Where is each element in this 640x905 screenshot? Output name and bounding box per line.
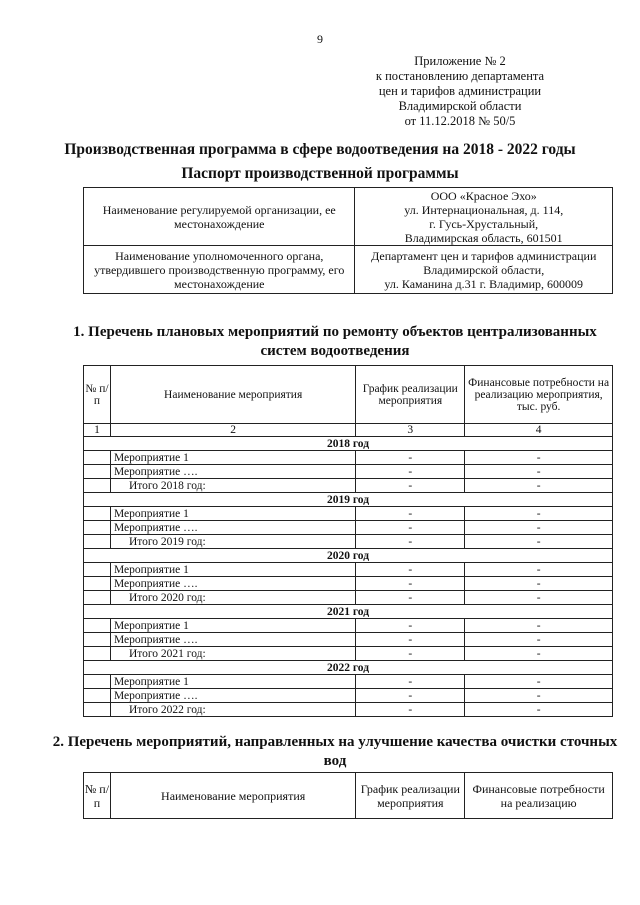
activity-name: Мероприятие …. xyxy=(110,521,355,535)
activity-name: Мероприятие …. xyxy=(110,633,355,647)
section-2-title: 2. Перечень мероприятий, направленных на улучшение качества очистки сточных вод xyxy=(52,734,618,769)
year-label: 2018 год xyxy=(84,437,613,451)
year-row xyxy=(84,605,613,619)
passport-label: Наименование уполномоченного органа, утвердившего производственную программу, его местонахождение xyxy=(84,246,355,294)
row-num xyxy=(84,563,111,577)
year-label: 2021 год xyxy=(84,605,613,619)
row-num xyxy=(84,451,111,465)
schedule-value: - xyxy=(356,577,465,591)
table-row xyxy=(84,465,613,479)
row-num xyxy=(84,675,111,689)
year-row xyxy=(84,661,613,675)
schedule-value: - xyxy=(356,619,465,633)
row-num xyxy=(84,521,111,535)
activity-name: Мероприятие …. xyxy=(110,577,355,591)
table-row xyxy=(84,451,613,465)
table-row xyxy=(84,647,613,661)
schedule-value: - xyxy=(356,451,465,465)
header-schedule: График реализации мероприятия xyxy=(356,773,465,819)
table-row xyxy=(84,577,613,591)
table-row xyxy=(84,675,613,689)
finance-value: - xyxy=(465,689,613,703)
schedule-value: - xyxy=(356,521,465,535)
column-number: 3 xyxy=(356,424,465,437)
page-number: 9 xyxy=(317,32,323,46)
schedule-value: - xyxy=(356,465,465,479)
finance-value: - xyxy=(465,535,613,549)
passport-value-line: Департамент цен и тарифов администрации xyxy=(371,248,597,263)
finance-value: - xyxy=(465,647,613,661)
header-name: Наименование мероприятия xyxy=(110,773,355,819)
header-num: № п/п xyxy=(84,773,111,819)
activity-name: Мероприятие 1 xyxy=(110,563,355,577)
finance-value: - xyxy=(465,591,613,605)
header-finance: Финансовые потребности на реализацию мероприятия, тыс. руб. xyxy=(465,366,613,424)
passport-value-line: Владимирская область, 601501 xyxy=(404,230,563,245)
table-row xyxy=(84,619,613,633)
passport-label: Наименование регулируемой организации, ее местонахождение xyxy=(84,188,355,246)
total-label: Итого 2020 год: xyxy=(110,591,355,605)
row-num xyxy=(84,577,111,591)
schedule-value: - xyxy=(356,633,465,647)
year-row xyxy=(84,437,613,451)
section-1-title: 1. Перечень плановых мероприятий по ремонту объектов централизованных систем водоотведения xyxy=(73,324,597,359)
table-row xyxy=(84,521,613,535)
row-num xyxy=(84,619,111,633)
row-num xyxy=(84,633,111,647)
activity-name: Мероприятие …. xyxy=(110,689,355,703)
passport-value-line: Владимирской области, xyxy=(423,262,545,277)
row-num xyxy=(84,647,111,661)
repair-activities-table xyxy=(83,365,613,717)
schedule-value: - xyxy=(356,563,465,577)
total-label: Итого 2022 год: xyxy=(110,703,355,717)
activity-name: Мероприятие …. xyxy=(110,465,355,479)
appendix-line: цен и тарифов администрации xyxy=(378,84,542,98)
table-body xyxy=(84,437,613,717)
column-number: 4 xyxy=(465,424,613,437)
schedule-value: - xyxy=(356,507,465,521)
finance-value: - xyxy=(465,577,613,591)
schedule-value: - xyxy=(356,689,465,703)
finance-value: - xyxy=(465,521,613,535)
table-row xyxy=(84,703,613,717)
passport-row-authority xyxy=(84,246,613,294)
passport-value xyxy=(355,246,613,294)
finance-value: - xyxy=(465,675,613,689)
header-num: № п/п xyxy=(84,366,111,424)
schedule-value: - xyxy=(356,535,465,549)
table-row xyxy=(84,479,613,493)
schedule-value: - xyxy=(356,675,465,689)
header-name: Наименование мероприятия xyxy=(110,366,355,424)
column-number: 1 xyxy=(84,424,111,437)
finance-value: - xyxy=(465,703,613,717)
row-num xyxy=(84,535,111,549)
year-label: 2022 год xyxy=(84,661,613,675)
passport-value-line: г. Гусь-Хрустальный, xyxy=(429,216,539,231)
header-schedule: График реализации мероприятия xyxy=(356,366,465,424)
activity-name: Мероприятие 1 xyxy=(110,451,355,465)
finance-value: - xyxy=(465,563,613,577)
row-num xyxy=(84,479,111,493)
schedule-value: - xyxy=(356,703,465,717)
finance-value: - xyxy=(465,465,613,479)
table-row xyxy=(84,507,613,521)
total-label: Итого 2018 год: xyxy=(110,479,355,493)
passport-value xyxy=(355,188,613,246)
schedule-value: - xyxy=(356,647,465,661)
finance-value: - xyxy=(465,619,613,633)
header-finance: Финансовые потребности на реализацию xyxy=(465,773,613,819)
table-row xyxy=(84,591,613,605)
column-number: 2 xyxy=(110,424,355,437)
table-header-row xyxy=(84,773,613,819)
row-num xyxy=(84,465,111,479)
passport-table xyxy=(83,187,613,294)
finance-value: - xyxy=(465,633,613,647)
year-label: 2019 год xyxy=(84,493,613,507)
schedule-value: - xyxy=(356,591,465,605)
schedule-value: - xyxy=(356,479,465,493)
document-title: Производственная программа в сфере водоотведения на 2018 - 2022 годы xyxy=(64,141,576,158)
table-row xyxy=(84,535,613,549)
finance-value: - xyxy=(465,479,613,493)
total-label: Итого 2021 год: xyxy=(110,647,355,661)
passport-value-line: ул. Каманина д.31 г. Владимир, 600009 xyxy=(384,276,584,291)
appendix-line: к постановлению департамента xyxy=(375,69,545,83)
total-label: Итого 2019 год: xyxy=(110,535,355,549)
appendix-line: Владимирской области xyxy=(398,99,522,113)
appendix-header xyxy=(330,54,590,129)
column-number-row xyxy=(84,424,613,437)
table-row xyxy=(84,633,613,647)
activity-name: Мероприятие 1 xyxy=(110,619,355,633)
passport-title: Паспорт производственной программы xyxy=(181,165,459,182)
year-label: 2020 год xyxy=(84,549,613,563)
passport-row-organization xyxy=(84,188,613,246)
table-header-row xyxy=(84,366,613,424)
passport-value-line: ул. Интернациональная, д. 114, xyxy=(404,202,564,217)
treatment-quality-table xyxy=(83,772,613,819)
row-num xyxy=(84,689,111,703)
activity-name: Мероприятие 1 xyxy=(110,507,355,521)
appendix-line: от 11.12.2018 № 50/5 xyxy=(404,114,516,128)
row-num xyxy=(84,591,111,605)
year-row xyxy=(84,549,613,563)
row-num xyxy=(84,507,111,521)
appendix-line: Приложение № 2 xyxy=(414,54,506,68)
finance-value: - xyxy=(465,451,613,465)
row-num xyxy=(84,703,111,717)
table-row xyxy=(84,689,613,703)
table-row xyxy=(84,563,613,577)
finance-value: - xyxy=(465,507,613,521)
passport-value-line: ООО «Красное Эхо» xyxy=(430,188,537,203)
activity-name: Мероприятие 1 xyxy=(110,675,355,689)
year-row xyxy=(84,493,613,507)
